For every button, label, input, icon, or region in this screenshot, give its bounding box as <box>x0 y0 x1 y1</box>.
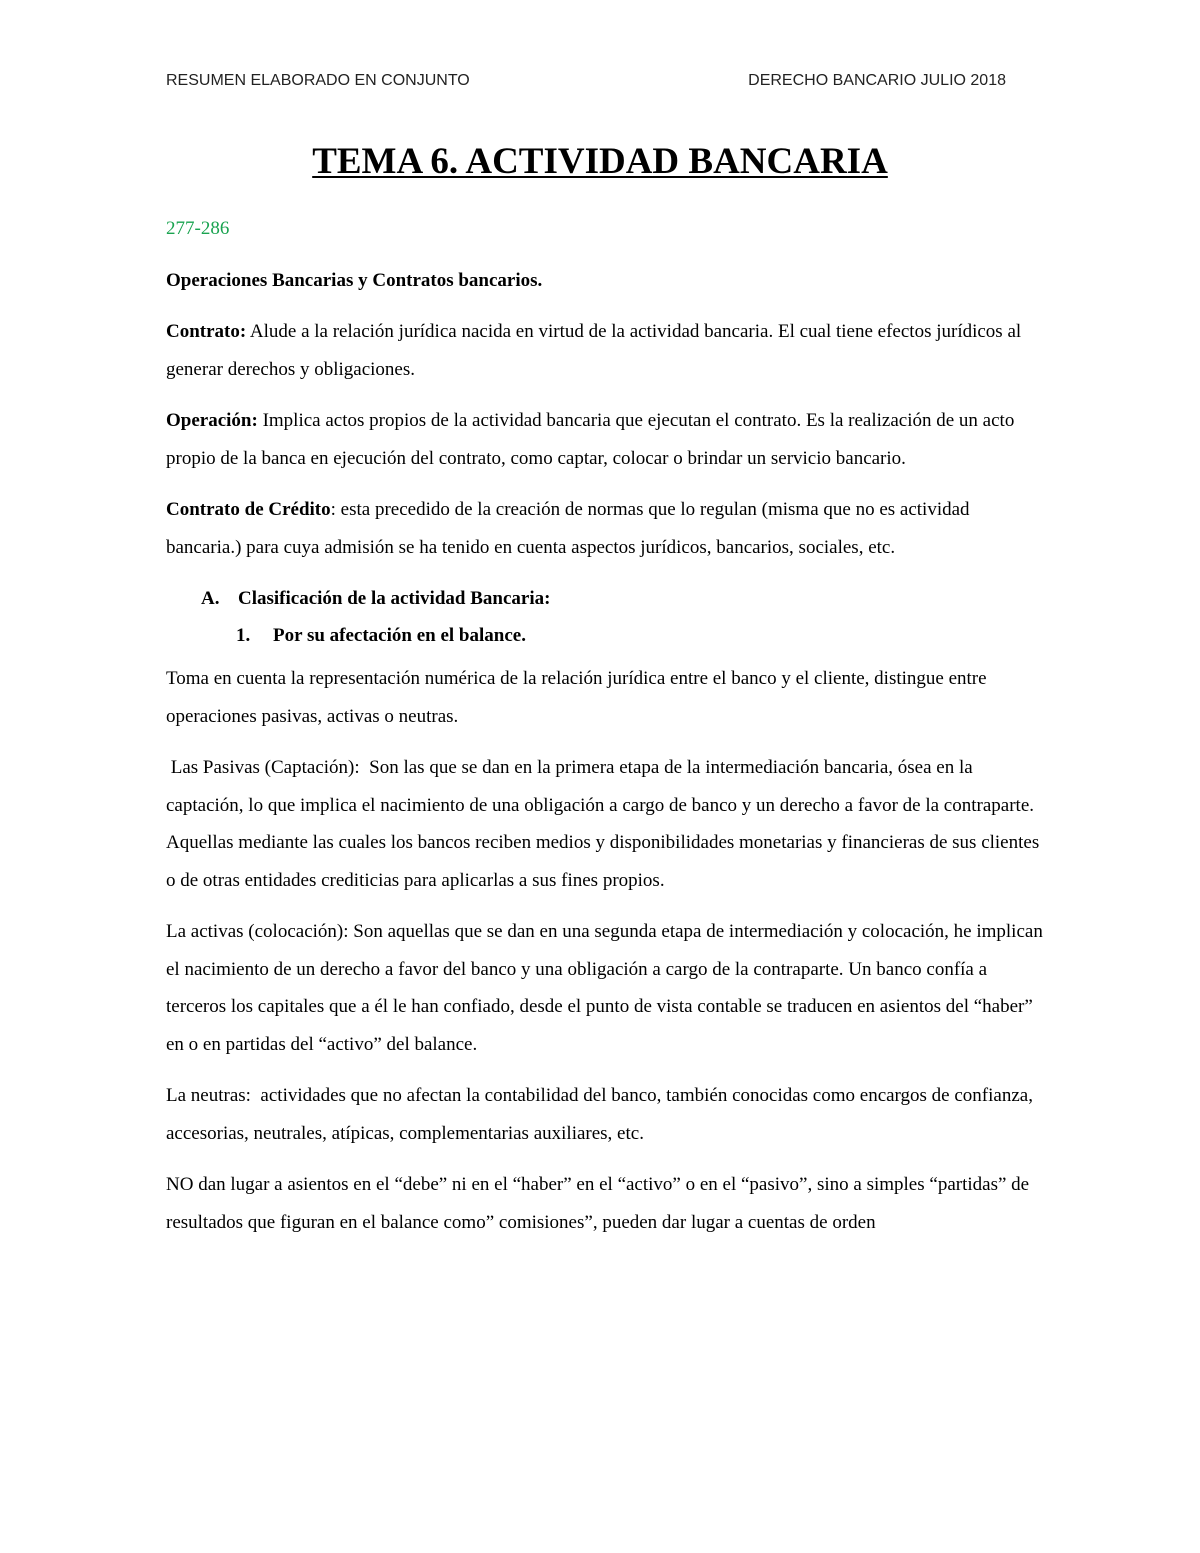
text-contrato: Alude a la relación jurídica nacida en virtud de la actividad bancaria. El cual tiene efectos jurídicos al generar derechos y obligaciones. <box>166 321 1022 380</box>
term-operacion: Operación: <box>166 410 258 431</box>
list-marker-1: 1. <box>236 624 251 646</box>
header-left-text: RESUMEN ELABORADO EN CONJUNTO <box>166 72 470 89</box>
list-item-1 <box>166 617 1046 654</box>
paragraph-neutras: La neutras: actividades que no afectan la contabilidad del banco, también conocidas como encargos de confianza, accesorias, neutrales, atípicas, complementarias auxiliares, etc. <box>166 1085 1038 1144</box>
classification-list <box>166 580 1046 654</box>
definition-contrato <box>166 313 1046 388</box>
paragraph-pasivas: Las Pasivas (Captación): Son las que se dan en la primera etapa de la intermediación bancaria, ósea en la captación, lo que implica el nacimiento de una obligación a cargo de banco y un derecho a favor de la contraparte. Aquellas mediante las cuales los bancos reciben medios y disponibilidades monetarias y financieras de sus clientes o de otras entidades crediticias para aplicarlas a sus fines propios. <box>166 757 1044 891</box>
page-header <box>166 72 1006 98</box>
list-label-a: Clasificación de la actividad Bancaria: <box>238 587 551 609</box>
header-right-text: DERECHO BANCARIO JULIO 2018 <box>748 72 1006 89</box>
definition-contrato-credito <box>166 491 1046 566</box>
definition-operacion <box>166 402 1046 477</box>
document-title: TEMA 6. ACTIVIDAD BANCARIA <box>312 141 888 182</box>
page-range-reference: 277-286 <box>166 218 230 239</box>
list-label-1: Por su afectación en el balance. <box>273 624 526 646</box>
paragraph-activas: La activas (colocación): Son aquellas que se dan en una segunda etapa de intermediación y colocación, he implican el nacimiento de un derecho a favor del banco y una obligación a cargo de la contraparte. Un banco confía a terceros los capitales que a él le han confiado, desde el punto de vista contable se traducen en asientos del “haber” en o en partidas del “activo” del balance. <box>166 921 1043 1055</box>
list-marker-a: A. <box>201 587 220 609</box>
paragraph-no-dan-lugar: NO dan lugar a asientos en el “debe” ni en el “haber” en el “activo” o en el “pasivo”, sino a simples “partidas” de resultados que figuran en el balance como” comisiones”, pueden dar lugar a cuentas de orden <box>166 1174 1030 1233</box>
term-contrato: Contrato: <box>166 321 247 342</box>
document-body <box>166 210 1046 1255</box>
text-operacion: Implica actos propios de la actividad bancaria que ejecutan el contrato. Es la realización de un acto propio de la banca en ejecución del contrato, como captar, colocar o brindar un servicio bancario. <box>166 410 1015 469</box>
paragraph-representacion: Toma en cuenta la representación numérica de la relación jurídica entre el banco y el cliente, distingue entre operaciones pasivas, activas o neutras. <box>166 668 987 727</box>
section-heading: Operaciones Bancarias y Contratos bancarios. <box>166 269 543 291</box>
list-item-a <box>166 580 1046 617</box>
term-contrato-credito: Contrato de Crédito <box>166 499 331 520</box>
text-contrato-credito: : esta precedido de la creación de normas que lo regulan (misma que no es actividad bancaria.) para cuya admisión se ha tenido en cuenta aspectos jurídicos, bancarios, sociales, etc. <box>166 499 970 558</box>
